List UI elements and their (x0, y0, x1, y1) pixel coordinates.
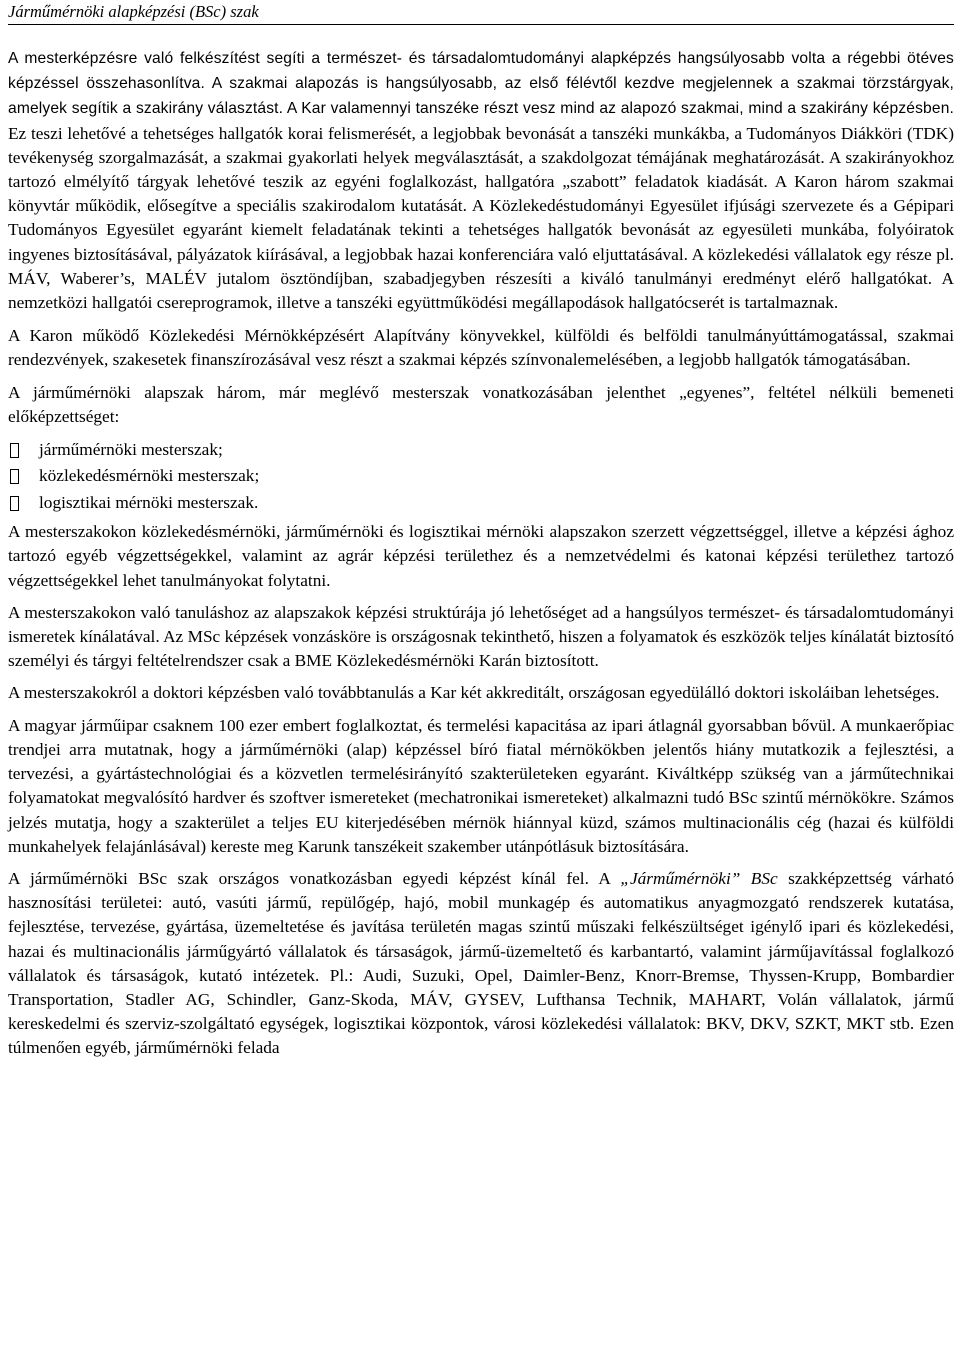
paragraph-5: A mesterszakokon való tanuláshoz az alapszakok képzési struktúrája jó lehetőséget ad a hangsúlyos természet- és társadalomtudományi ismeretek kínálatával. Az MSc képzések vonzásköre is országosnak tekinthető, hiszen a folyamatok és eszközök teljes kínálatát biztosító személyi és tárgyi feltételrendszer csak a BME Közlekedésmérnöki Karán biztosított. (8, 602, 954, 671)
masters-list (8, 437, 954, 516)
list-item-text: közlekedésmérnöki mesterszak; (39, 466, 260, 486)
paragraph-8-emphasis: „Járműmérnöki” BSc (620, 868, 778, 888)
document-page (8, 0, 954, 1069)
paragraph-8-text-start: A járműmérnöki BSc szak országos vonatkozásban egyedi képzést kínál fel. A (8, 868, 621, 888)
list-item (8, 437, 954, 463)
empty-box-icon (10, 443, 19, 458)
list-item-text: járműmérnöki mesterszak; (39, 440, 223, 460)
list-item (8, 490, 954, 516)
paragraph-1 (8, 46, 954, 315)
paragraph-3: A járműmérnöki alapszak három, már meglévő mesterszak vonatkozásában jelenthet „egyenes”, feltétel nélküli bemeneti előképzettséget: (8, 382, 954, 426)
paragraph-6: A mesterszakokról a doktori képzésben való továbbtanulás a Kar két akkreditált, országosan egyedülálló doktori iskoláiban lehetséges. (8, 683, 940, 703)
empty-box-icon (10, 496, 19, 511)
page-header: Járműmérnöki alapképzési (BSc) szak (8, 0, 954, 25)
paragraph-1-serif-text: Ez teszi lehetővé a tehetséges hallgatók korai felismerését, a legjobbak bevonását a tanszéki munkákba, a Tudományos Diákköri (TDK) tevékenység szorgalmazását, a szakmai gyakorlati helyek megválasztását, a szakdolgozat témájának meghatározását. A szakirányokhoz tartozó elmélyítő tárgyak lehetővé teszik az egyéni foglalkozást, hallgatóra „szabott” feladatok kiadását. A Karon három szakmai könyvtár működik, elősegítve a speciális szakirodalom kutatását. A Közlekedéstudományi Egyesület ifjúsági szervezete és a Gépipari Tudományos Egyesület egyaránt kiemelt feladatának tekinti a tehetséges hallgatók bevonását az egyesületi munkába, folyóiratok ingyenes biztosításával, pályázatok kiírásával, a legjobbak hazai konferenciára való eljuttatásával. A közlekedési vállalatok egy része pl. MÁV, Waberer’s, MALÉV jutalom ösztöndíjban, szabadjegyben részesíti a kiváló tanulmányi eredményt elérő hallgatókat. A nemzetközi hallgatói csereprogramok, illetve a tanszéki együttműködési megállapodások hallgatócserét is tartalmaznak. (8, 123, 954, 313)
paragraph-8 (8, 867, 954, 1061)
paragraph-4: A mesterszakokon közlekedésmérnöki, járműmérnöki és logisztikai mérnöki alapszakon szerzett végzettséggel, illetve a képzési ághoz tartozó egyéb végzettségekkel, valamint az agrár képzési területhez és a nemzetvédelmi és katonai képzési területhez tartozó végzettségekkel lehet tanulmányokat folytatni. (8, 522, 954, 590)
list-item-text: logisztikai mérnöki mesterszak. (39, 492, 259, 512)
empty-box-icon (10, 469, 19, 484)
paragraph-8-text-end: szakképzettség várható hasznosítási területei: autó, vasúti jármű, repülőgép, hajó, mobil munkagép és automatikus anyagmozgató rendszerek kutatása, fejlesztése, tervezése, gyártása, üzemeltetése és javítása területén magas szintű műszaki felkészültséget igénylő ipari és közlekedési, hazai és multinacionális járműgyártó vállalatok és társaságok, jármű-üzemeltető és karbantartó, valamint járműjavítással foglalkozó vállalatok és társaságok, kutató intézetek. Pl.: Audi, Suzuki, Opel, Daimler-Benz, Knorr-Bremse, Thyssen-Krupp, Bombardier Transportation, Stadler AG, Schindler, Ganz-Skoda, MÁV, GYSEV, Lufthansa Technik, MAHART, Volán vállalatok, jármű kereskedelmi és szerviz-szolgáltató egységek, logisztikai központok, városi közlekedési vállalatok: BKV, DKV, SZKT, MKT stb. Ezen túlmenően egyéb, járműmérnöki felada (8, 868, 954, 1058)
paragraph-2: A Karon működő Közlekedési Mérnökképzésért Alapítvány könyvekkel, külföldi és belföldi tanulmányúttámogatással, szakmai rendezvények, szakesetek finanszírozásával vesz részt a szakmai képzés színvonalemelésében, a legjobb hallgatók támogatásában. (8, 326, 954, 370)
paragraph-1-sans-text: A mesterképzésre való felkészítést segíti a természet- és társadalomtudományi alapképzés hangsúlyosabb volta a régebbi ötéves képzéssel összehasonlítva. A szakmai alapozás is hangsúlyosabb, az első félévtől kezdve megjelennek a szakmai törzstárgyak, amelyek segítik a szakirány választást. A Kar valamennyi tanszéke részt vesz mind az alapozó szakmai, mind a szakirány képzésben. (8, 50, 954, 118)
paragraph-7: A magyar járműipar csaknem 100 ezer embert foglalkoztat, és termelési kapacitása az ipari átlagnál gyorsabban bővül. A munkaerőpiac trendjei arra mutatnak, hogy a járműmérnöki (alap) képzéssel bíró fiatal mérnökökben jelentős hiány mutatkozik a fejlesztési, a tervezési, a gyártástechnológiai és a közvetlen termelésirányító szakterületeken egyaránt. Kiváltképp szükség van a járműtechnikai folyamatokat megvalósító hardver és szoftver ismereteket (mechatronikai ismereteket) alkalmazni tudó BSc szintű mérnökökre. Számos jelzés mutatja, hogy a szakterület a teljes EU kiterjedésében mérnök hiánnyal küzd, számos multinacionális cég (hazai és külföldi munkahelyek felajánlásával) kereste meg Karunk tanszékeit szakember utánpótlásuk biztosítására. (8, 715, 954, 856)
list-item (8, 463, 954, 489)
